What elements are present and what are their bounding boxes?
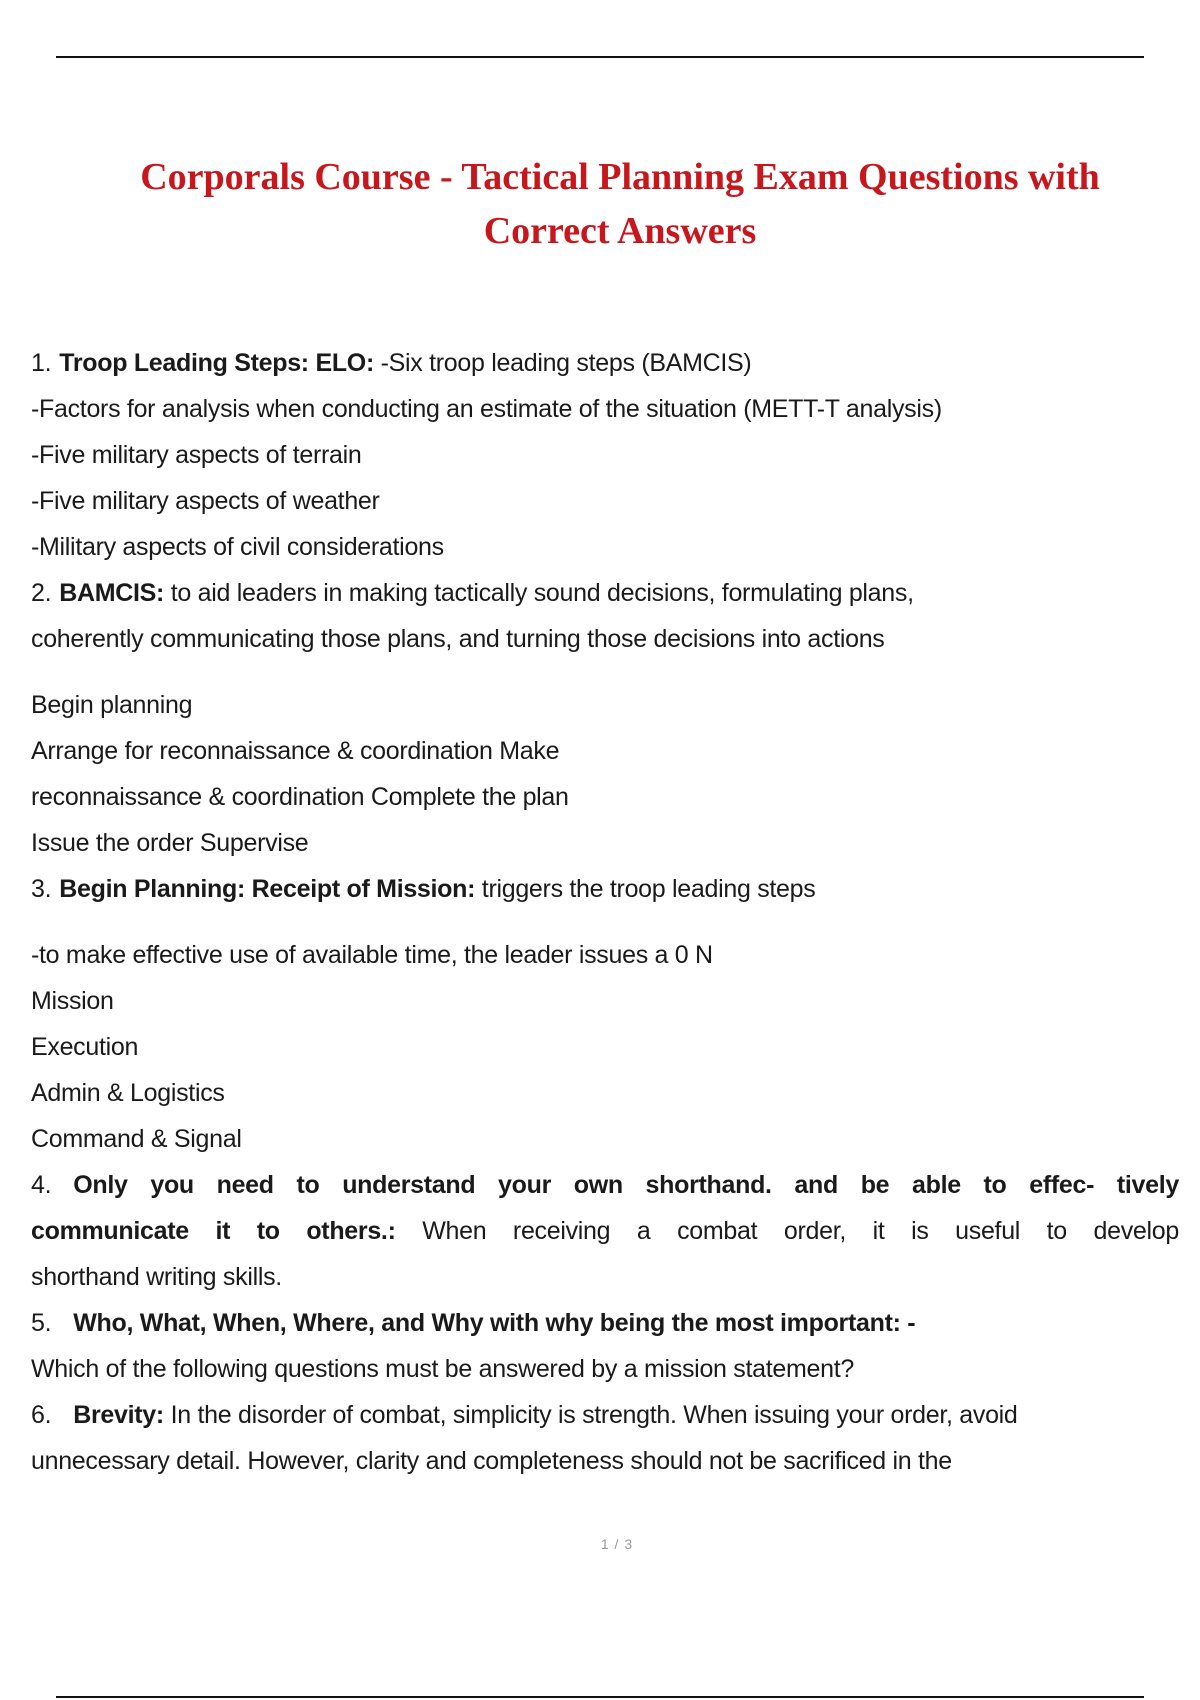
question-answer: to aid leaders in making tactically sound decisions, formulating plans, <box>164 579 914 607</box>
answer-line: Execution <box>31 1033 139 1061</box>
question-number: 5. <box>31 1309 52 1337</box>
question-answer: triggers the troop leading steps <box>475 875 816 903</box>
question-term: Begin Planning: Receipt of Mission: <box>59 875 476 903</box>
question-2 <box>31 570 1179 616</box>
bottom-rule <box>56 1696 1144 1698</box>
answer-line: unnecessary detail. However, clarity and completeness should not be sacrificed in the <box>31 1447 952 1475</box>
question-6 <box>31 1392 1179 1438</box>
question-1 <box>31 340 1179 386</box>
top-rule <box>56 56 1144 58</box>
question-number: 6. <box>31 1401 52 1429</box>
answer-line: Arrange for reconnaissance & coordination Make <box>31 737 560 765</box>
spacer <box>31 912 1179 932</box>
answer-line: Mission <box>31 987 114 1015</box>
page-number: 1 / 3 <box>600 1536 634 1552</box>
question-term: Troop Leading Steps: ELO: <box>59 349 374 377</box>
question-4-cont <box>31 1208 1179 1254</box>
question-term: Who, What, When, Where, and Why with why being the most important: - <box>73 1309 916 1337</box>
question-number: 1. <box>31 349 52 377</box>
title-line-2: Correct Answers <box>483 210 757 252</box>
question-number: 3. <box>31 875 52 903</box>
answer-line: -to make effective use of available time, the leader issues a 0 N <box>31 941 713 969</box>
answer-line: -Military aspects of civil considerations <box>31 533 444 561</box>
question-4 <box>31 1162 1179 1208</box>
question-term: BAMCIS: <box>59 579 165 607</box>
question-term: Brevity: <box>73 1401 164 1429</box>
question-list <box>31 340 1179 1484</box>
answer-line: Issue the order Supervise <box>31 829 309 857</box>
question-term: Only you need to understand your own shorthand. and be able to effec- tively <box>73 1171 1179 1199</box>
answer-line: Admin & Logistics <box>31 1079 225 1107</box>
answer-line: Which of the following questions must be answered by a mission statement? <box>31 1355 854 1383</box>
answer-line: shorthand writing skills. <box>31 1263 282 1291</box>
answer-line: Command & Signal <box>31 1125 242 1153</box>
question-answer: -Six troop leading steps (BAMCIS) <box>373 349 752 377</box>
answer-line: Begin planning <box>31 691 193 719</box>
answer-line: -Five military aspects of terrain <box>31 441 362 469</box>
answer-line: -Five military aspects of weather <box>31 487 380 515</box>
question-answer: When receiving a combat order, it is useful to develop <box>395 1217 1179 1245</box>
question-answer: In the disorder of combat, simplicity is strength. When issuing your order, avoid <box>163 1401 1018 1429</box>
title-line-1: Corporals Course - Tactical Planning Exam Questions with <box>140 156 1100 198</box>
answer-line: reconnaissance & coordination Complete the plan <box>31 783 569 811</box>
question-term: communicate it to others.: <box>31 1217 396 1245</box>
answer-line: -Factors for analysis when conducting an estimate of the situation (METT-T analysis) <box>31 395 942 423</box>
question-number: 4. <box>31 1171 52 1199</box>
question-3 <box>31 866 1179 912</box>
question-5 <box>31 1300 1179 1346</box>
answer-line: coherently communicating those plans, and turning those decisions into actions <box>31 625 885 653</box>
spacer <box>31 662 1179 682</box>
page-title <box>40 150 1200 258</box>
question-number: 2. <box>31 579 52 607</box>
